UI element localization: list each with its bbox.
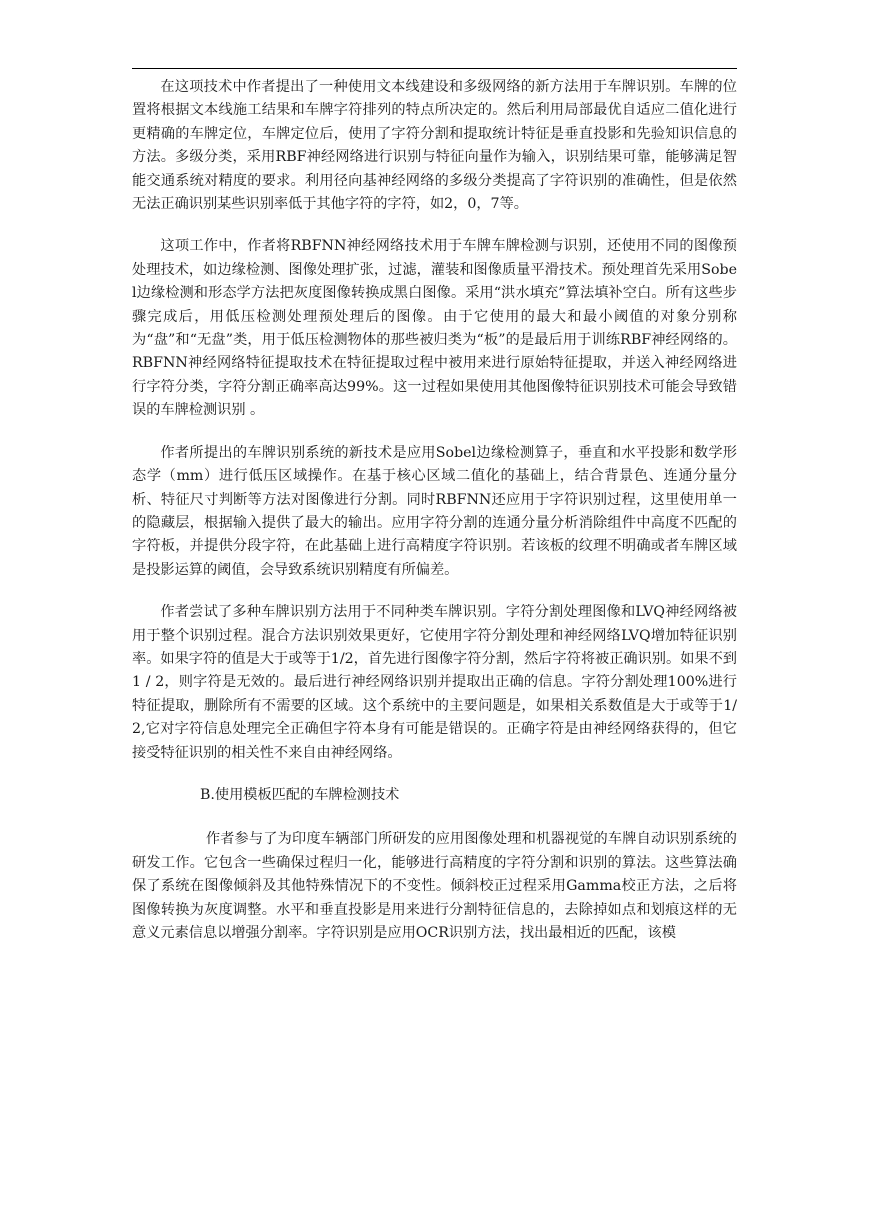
section-heading-template-matching: B.使用模板匹配的车牌检测技术 bbox=[200, 786, 400, 803]
header-rule bbox=[132, 68, 737, 69]
paragraph-sobel-system: 作者所提出的车牌识别系统的新技术是应用Sobel边缘检测算子，垂直和水平投影和数学形态学（mm）进行低压区域操作。在基于核心区域二值化的基础上，结合背景色、连通分量分析、特征尺寸判断等方法对图像进行分割。同时RBFNN还应用于字符识别过程，这里使用单一的隐藏层，根据输入提供了最大的输出。应用字符分割的连通分量分析消除组件中高度不匹配的字符板，并提供分段字符，在此基础上进行高精度字符识别。若该板的纹理不明确或者车牌区域是投影运算的阈值，会导致系统识别精度有所偏差。 bbox=[132, 444, 737, 578]
paragraph-rbfnn-detection: 这项工作中，作者将RBFNN神经网络技术用于车牌车牌检测与识别，还使用不同的图像预处理技术，如边缘检测、图像处理扩张，过滤，灌装和图像质量平滑技术。预处理首先采用Sobel边缘检测和形态学方法把灰度图像转换成黑白图像。采用“洪水填充”算法填补空白。所有这些步骤完成后，用低压检测处理预处理后的图像。由于它使用的最大和最小阈值的对象分别称为“盘”和“无盘”类，用于低压检测物体的那些被归类为“板”的是最后用于训练RBF神经网络的。RBFNN神经网络特征提取技术在特征提取过程中被用来进行原始特征提取，并送入神经网络进行字符分类，字符分割正确率高达99%。这一过程如果使用其他图像特征识别技术可能会导致错误的车牌检测识别 。 bbox=[132, 238, 737, 419]
paragraph-india-anpr: 作者参与了为印度车辆部门所研发的应用图像处理和机器视觉的车牌自动识别系统的研发工作。它包含一些确保过程归一化，能够进行高精度的字符分割和识别的算法。这些算法确保了系统在图像倾斜及其他特殊情况下的不变性。倾斜校正过程采用Gamma校正方法，之后将图像转换为灰度调整。水平和垂直投影是用来进行分割特征信息的，去除掉如点和划痕这样的无意义元素信息以增强分割率。字符识别是应用OCR识别方法，找出最相近的匹配，该模 bbox=[132, 831, 737, 941]
paragraph-lvq-hybrid: 作者尝试了多种车牌识别方法用于不同种类车牌识别。字符分割处理图像和LVQ神经网络被用于整个识别过程。混合方法识别效果更好，它使用字符分割处理和神经网络LVQ增加特征识别率。如果字符的值是大于或等于1/2，首先进行图像字符分割，然后字符将被正确识别。如果不到1 / 2，则字符是无效的。最后进行神经网络识别并提取出正确的信息。字符分割处理100%进行特征提取，删除所有不需要的区域。这个系统中的主要问题是，如果相关系数值是大于或等于1/2,它对字符信息处理完全正确但字符本身有可能是错误的。正确字符是由神经网络获得的，但它接受特征识别的相关性不来自由神经网络。 bbox=[132, 604, 737, 761]
document-body bbox=[132, 76, 737, 964]
paragraph-text-line-method: 在这项技术中作者提出了一种使用文本线建设和多级网络的新方法用于车牌识别。车牌的位置将根据文本线施工结果和车牌字符排列的特点所决定的。然后利用局部最优自适应二值化进行更精确的车牌定位，车牌定位后，使用了字符分割和提取统计特征是垂直投影和先验知识信息的方法。多级分类，采用RBF神经网络进行识别与特征向量作为输入，识别结果可靠，能够满足智能交通系统对精度的要求。利用径向基神经网络的多级分类提高了字符识别的准确性，但是依然无法正确识别某些识别率低于其他字符的字符，如2，0，7等。 bbox=[132, 79, 737, 213]
